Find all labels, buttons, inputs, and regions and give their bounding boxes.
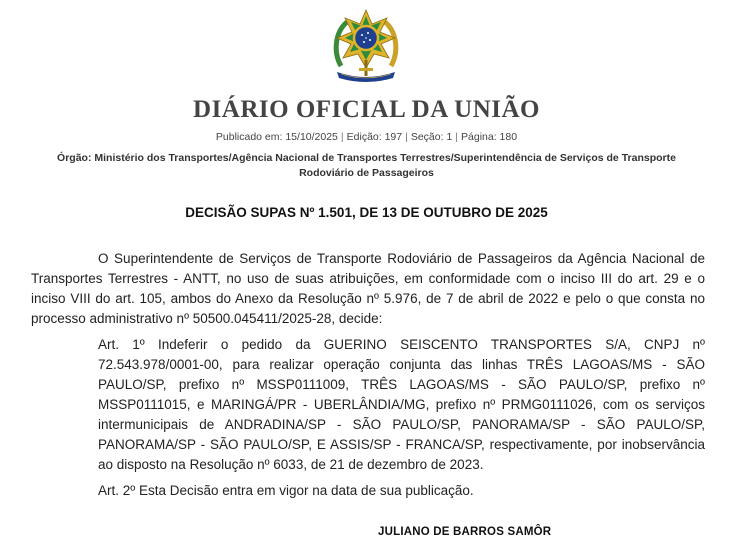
preamble-paragraph: O Superintendente de Serviços de Transporte Rodoviário de Passageiros da Agência Nacional de Transportes Terrestres - ANTT, no uso de suas atribuições, em conformidade com o inciso III do art. 29 e o inciso VIII do art. 105, ambos do Anexo da Resolução nº 5.976, de 7 de abril de 2022 e pelo o que consta no processo administrativo nº 50500.045411/2025-28, decide:: [31, 251, 705, 326]
brazil-coat-of-arms-icon: [331, 8, 401, 84]
section-number: Seção: 1: [410, 131, 453, 143]
decision-body: [31, 249, 705, 507]
issuing-organ: Órgão: Ministério dos Transportes/Agência Nacional de Transportes Terrestres/Superintendência de Serviços de Transporte Rodoviário de Passageiros: [57, 152, 676, 179]
signatory-name: JULIANO DE BARROS SAMÔR: [378, 526, 552, 538]
separator: |: [340, 131, 344, 143]
edition-number: Edição: 197: [346, 131, 403, 143]
newspaper-masthead: DIÁRIO OFICIAL DA UNIÃO: [193, 96, 540, 123]
page-number: Página: 180: [461, 131, 518, 143]
separator: |: [405, 131, 408, 143]
publication-date: Publicado em: 15/10/2025: [215, 131, 338, 143]
decision-title: DECISÃO SUPAS Nº 1.501, DE 13 DE OUTUBRO DE 2025: [185, 205, 548, 220]
article-1-paragraph: Art. 1º Indeferir o pedido da GUERINO SEISCENTO TRANSPORTES S/A, CNPJ nº 72.543.978/0001-00, para realizar operação conjunta das linhas TRÊS LAGOAS/MS - SÃO PAULO/SP, prefixo nº MSSP0111009, TRÊS LAGOAS/MS - SÃO PAULO/SP, prefixo nº MSSP0111015, e MARINGÁ/PR - UBERLÂNDIA/MG, prefixo nº PRMG0111026, com os serviços intermunicipais de ANDRADINA/SP - SÃO PAULO/SP, PANORAMA/SP - SÃO PAULO/SP, PANORAMA/SP - SÃO PAULO/SP, E ASSIS/SP - FRANCA/SP, respectivamente, por inobservância ao disposto na Resolução nº 6033, de 21 de dezembro de 2023.: [98, 337, 705, 472]
publication-info: [0, 131, 733, 143]
separator: |: [455, 131, 459, 143]
article-2-paragraph: Art. 2º Esta Decisão entra em vigor na data de sua publicação.: [98, 483, 474, 498]
